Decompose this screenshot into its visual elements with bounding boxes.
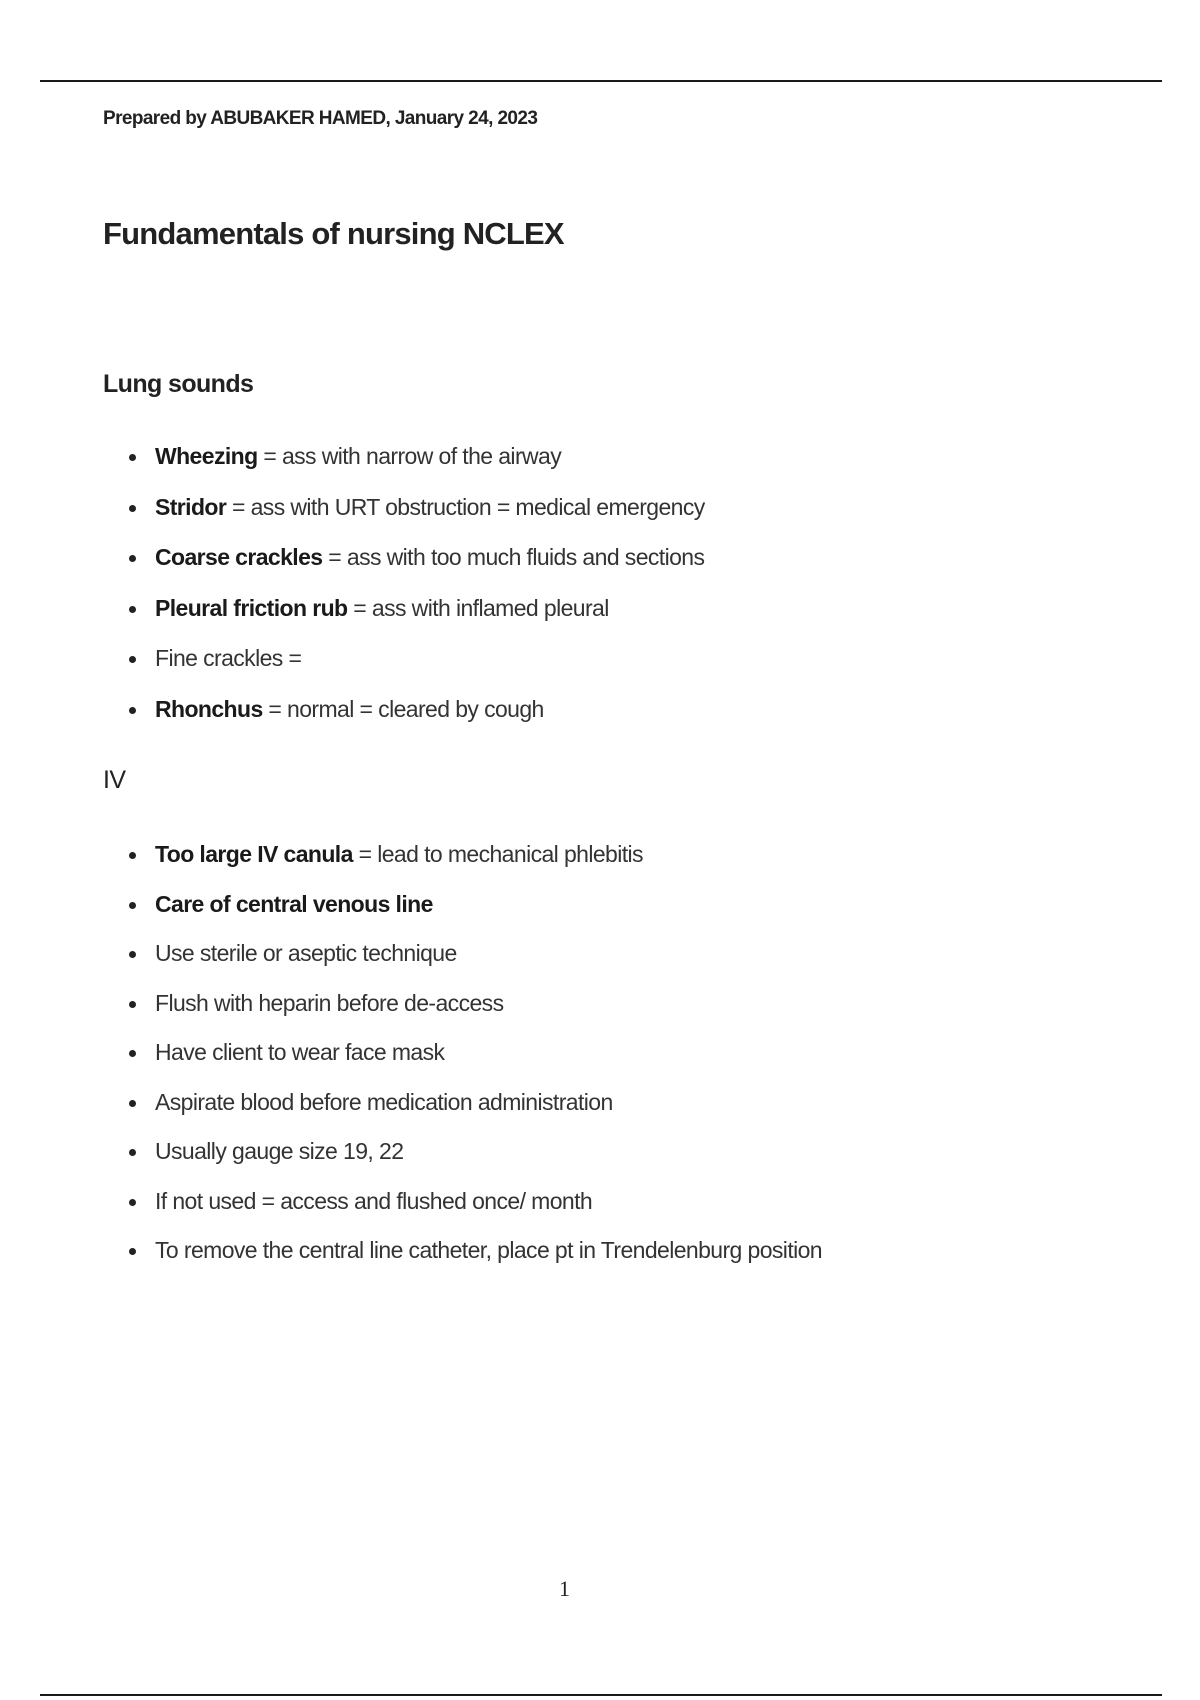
document-title: Fundamentals of nursing NCLEX <box>103 216 564 251</box>
list-item-text: = normal = cleared by cough <box>262 695 544 722</box>
list-item-term: Pleural friction rub <box>155 594 348 621</box>
bullet-icon <box>129 707 136 714</box>
lung-sounds-list <box>0 438 705 741</box>
bullet-icon <box>129 1050 136 1057</box>
list-item <box>0 836 822 886</box>
list-item <box>0 539 705 590</box>
page-number: 1 <box>559 1576 570 1601</box>
bullet-icon <box>129 1001 136 1008</box>
bullet-icon <box>129 1199 136 1206</box>
list-item <box>0 985 822 1035</box>
bullet-icon <box>129 902 136 909</box>
bottom-rule <box>40 1694 1162 1696</box>
list-item <box>0 935 822 985</box>
bullet-icon <box>129 505 136 512</box>
list-item-text: = ass with URT obstruction = medical emergency <box>226 493 705 520</box>
list-item <box>0 1133 822 1183</box>
list-item-text: To remove the central line catheter, place pt in Trendelenburg position <box>155 1237 822 1263</box>
bullet-icon <box>129 1248 136 1255</box>
list-item-term: Stridor <box>155 493 227 520</box>
list-item-text: = ass with inflamed pleural <box>347 594 609 621</box>
list-item-term: Too large IV canula <box>155 841 353 867</box>
list-item-text: Aspirate blood before medication administration <box>155 1088 613 1115</box>
list-item-text: Usually gauge size 19, 22 <box>155 1138 404 1164</box>
list-item <box>0 640 705 691</box>
list-item <box>0 1232 822 1282</box>
list-item-text: = ass with narrow of the airway <box>257 443 562 469</box>
list-item-text: Use sterile or aseptic technique <box>155 940 457 966</box>
bullet-icon <box>129 606 136 613</box>
list-item <box>0 691 705 742</box>
list-item <box>0 1084 822 1134</box>
bullet-icon <box>129 852 136 859</box>
bullet-icon <box>129 555 136 562</box>
list-item-term: Coarse crackles <box>155 544 323 570</box>
list-item-term: Care of central venous line <box>155 890 433 917</box>
iv-list <box>0 836 822 1282</box>
list-item <box>0 489 705 540</box>
list-item-text: If not used = access and flushed once/ month <box>155 1187 593 1214</box>
section-heading-lung-sounds: Lung sounds <box>103 370 254 398</box>
bullet-icon <box>129 1100 136 1107</box>
list-item-text: Have client to wear face mask <box>155 1039 445 1065</box>
top-rule <box>40 80 1162 82</box>
bullet-icon <box>129 951 136 958</box>
list-item <box>0 1034 822 1084</box>
list-item-term: Rhonchus <box>155 695 263 722</box>
list-item-text: = ass with too much fluids and sections <box>322 544 705 570</box>
list-item-term: Wheezing <box>155 443 258 469</box>
section-heading-iv: IV <box>103 766 126 794</box>
list-item-text: = lead to mechanical phlebitis <box>352 841 643 867</box>
bullet-icon <box>129 454 136 461</box>
bullet-icon <box>129 656 136 663</box>
list-item <box>0 438 705 489</box>
bullet-icon <box>129 1149 136 1156</box>
list-item <box>0 886 822 936</box>
byline: Prepared by ABUBAKER HAMED, January 24, 2023 <box>103 108 538 129</box>
list-item-text: Flush with heparin before de-access <box>155 989 504 1016</box>
list-item <box>0 590 705 641</box>
list-item-text: Fine crackles = <box>155 645 302 671</box>
list-item <box>0 1183 822 1233</box>
